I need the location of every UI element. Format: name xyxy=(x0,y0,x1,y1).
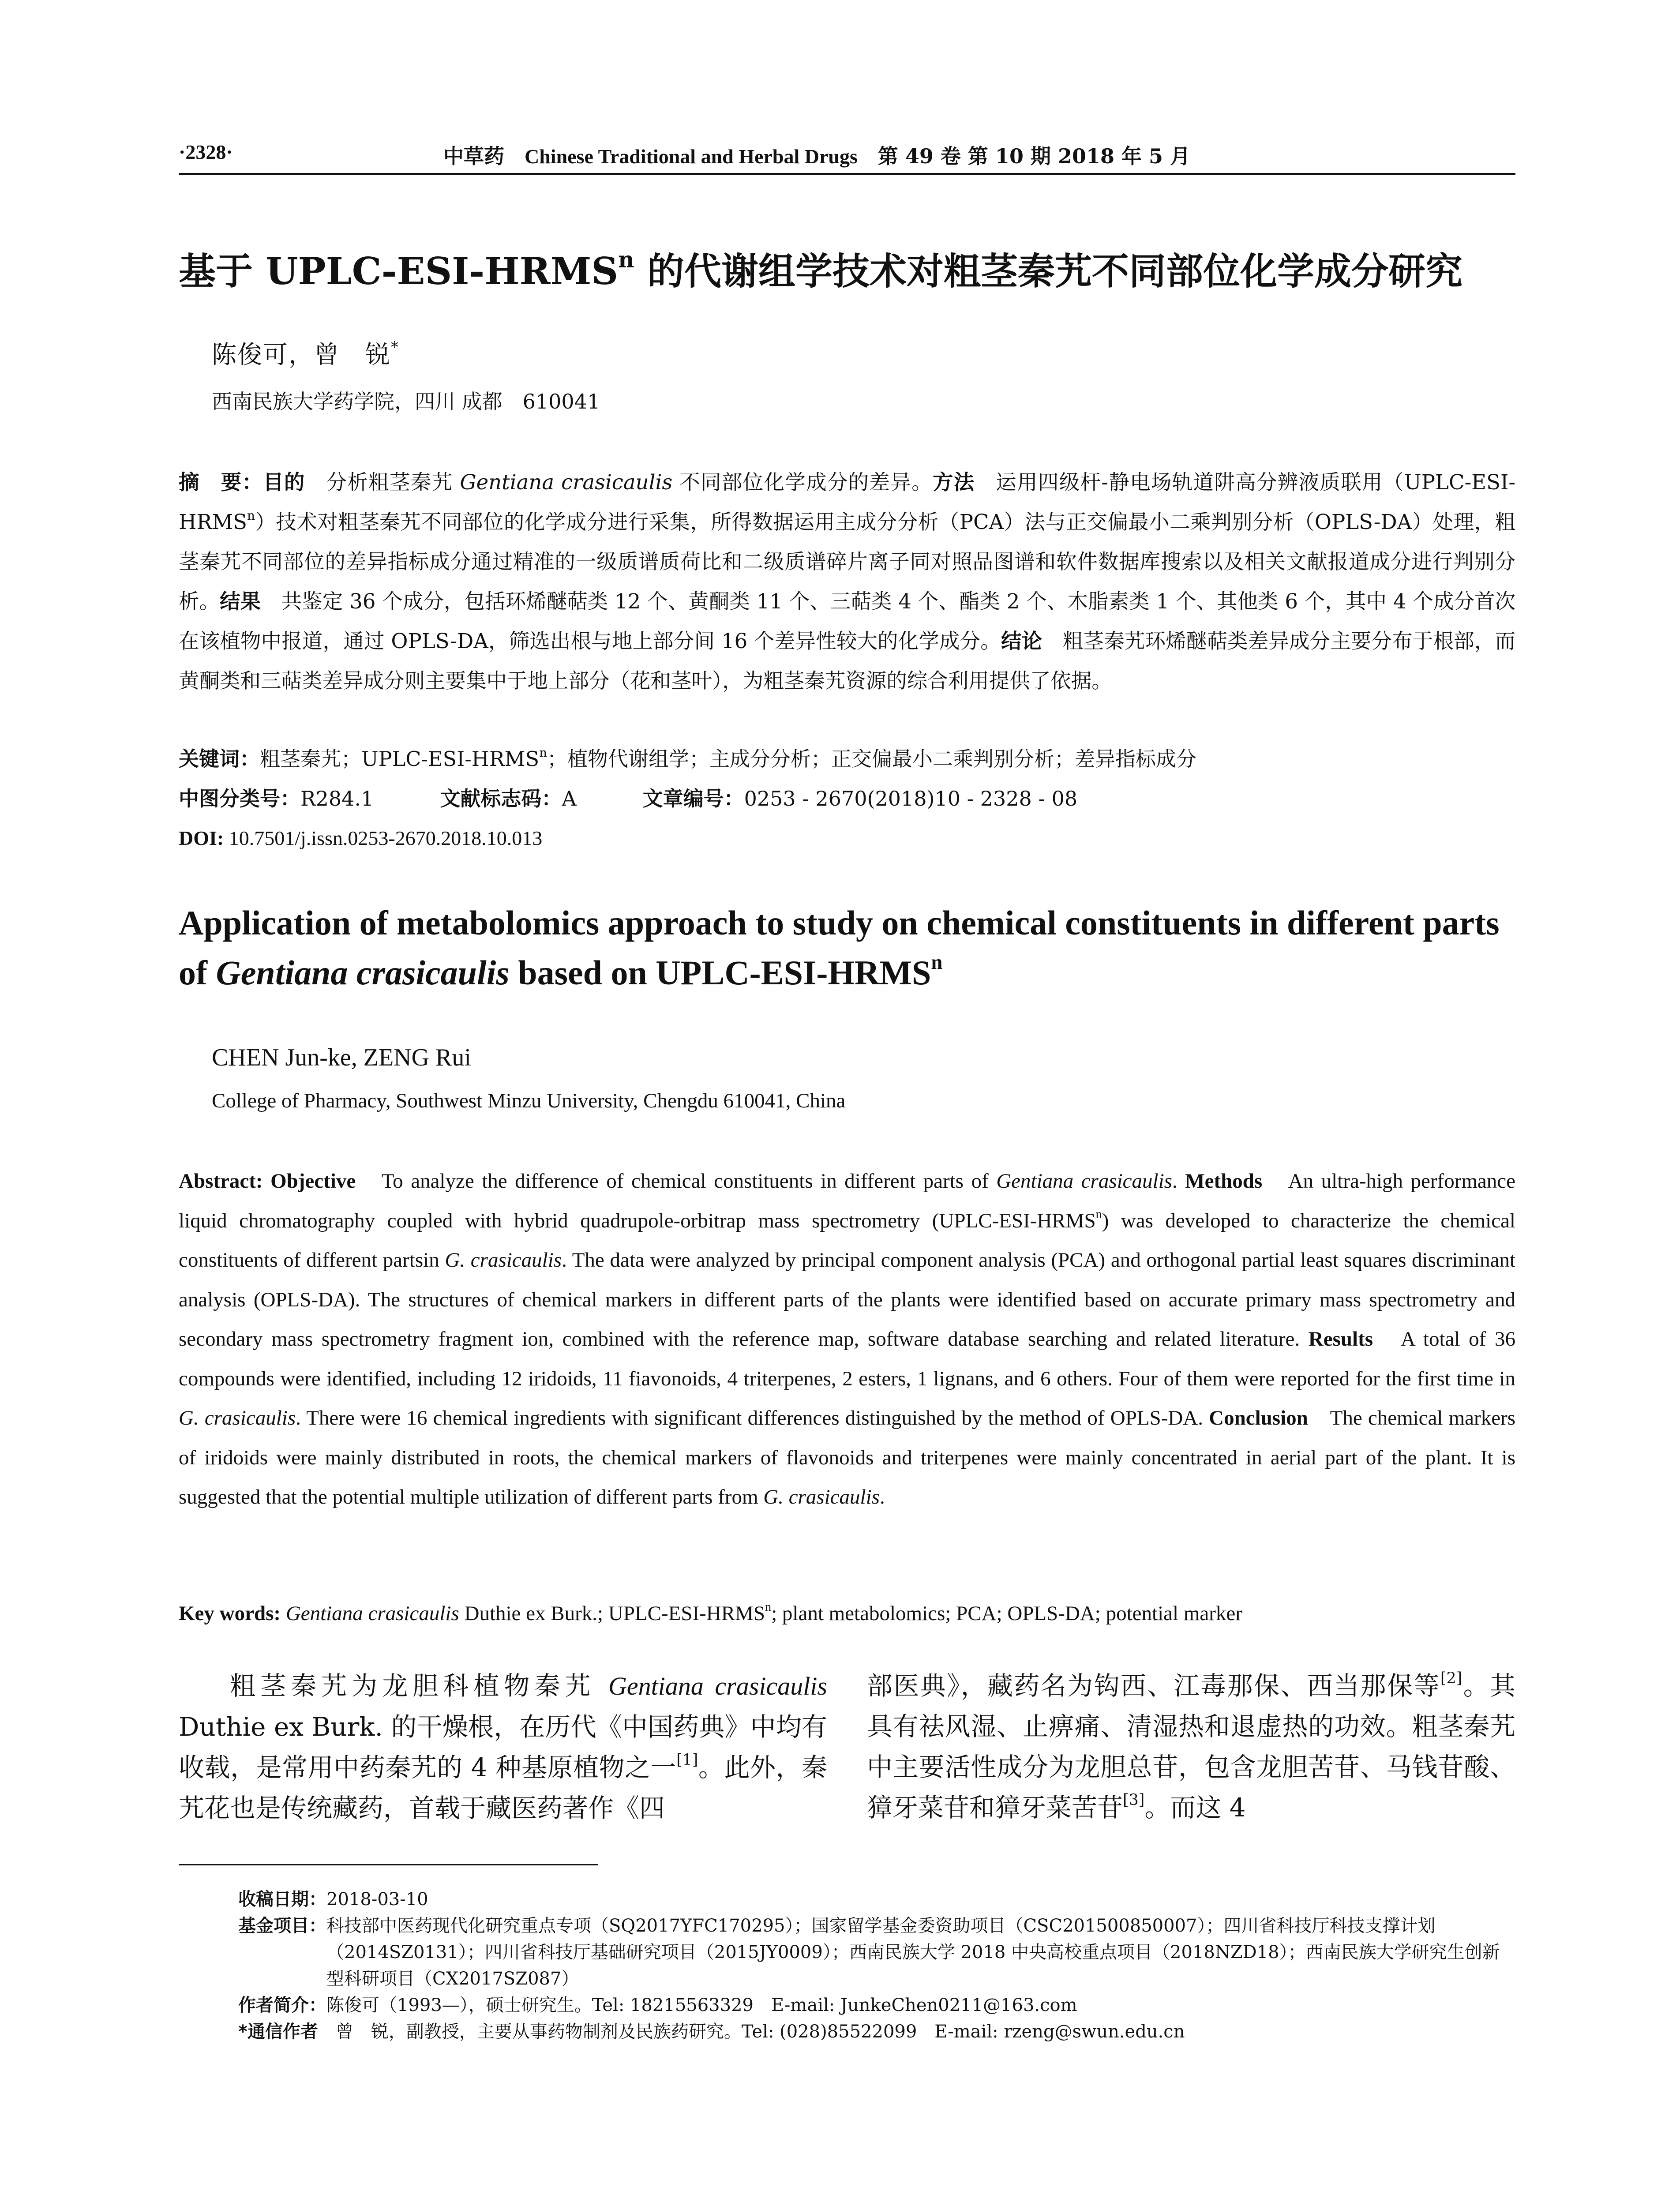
methods-en-label: Methods xyxy=(1185,1170,1263,1193)
body-text: 。其具有祛风湿、止痹痛、清湿热和退虚热的功效。粗茎秦艽中主要活性成分为龙胆总苷，包含龙胆苦苷、马钱苷酸、獐牙菜苷和獐牙菜苦苷 xyxy=(867,1671,1515,1823)
header-rule xyxy=(179,173,1515,175)
methods-en-text-3: . The data were analyzed by principal component analysis (PCA) and orthogonal partial least squares discriminant analysis (OPLS-DA). The structures of chemical markers in different parts of the plants were identified based on accurate primary mass spectrometry and secondary mass spectrometry fragment ion, combined with the reference map, software database searching and related literature. xyxy=(179,1249,1515,1351)
keywords-en xyxy=(179,1600,1515,1627)
citation-ref[interactable]: [2] xyxy=(1440,1669,1462,1687)
title-cn-part-2: 的代谢组学技术对粗茎秦艽不同部位化学成分研究 xyxy=(634,249,1462,293)
methods-cn-sup: n xyxy=(247,508,255,523)
title-en-part-2: based on UPLC-ESI-HRMS xyxy=(509,953,931,992)
body-text: 。此外，秦艽花也是传统藏药，首载于藏医药著作《四 xyxy=(179,1752,827,1823)
classification-line xyxy=(179,785,1515,812)
conclusion-cn-text: 粗茎秦艽环烯醚萜类差异成分主要分布于根部，而黄酮类和三萜类差异成分则主要集中于地上部分（花和茎叶），为粗茎秦艽资源的综合利用提供了依据。 xyxy=(179,629,1516,693)
methods-cn-text-2: ）技术对粗茎秦艽不同部位的化学成分进行采集，所得数据运用主成分分析（PCA）法与正交偏最小二乘判别分析（OPLS-DA）处理，粗茎秦艽不同部位的差异指标成分通过精准的一级质谱质荷比和二级质谱碎片离子同对照品图谱和软件数据库搜索以及相关文献报道成分进行判别分析。 xyxy=(179,510,1515,613)
title-cn-sup: n xyxy=(618,247,634,273)
title-cn xyxy=(179,247,1515,296)
doc-code-value: A xyxy=(562,787,577,810)
corresponding-value: 曾 锐，副教授，主要从事药物制剂及民族药研究。Tel: (028)85522099 E-mail: rzeng@swun.edu.cn xyxy=(318,2022,1185,2042)
abstract-en-label: Abstract: Objective xyxy=(179,1170,356,1193)
keywords-cn-sup: n xyxy=(539,745,547,760)
funding-value: 科技部中医药现代化研究重点专项（SQ2017YFC170295）；国家留学基金委资助项目（CSC201500850007）；四川省科技厅科技支撑计划（2014SZ0131）；四川省科技厅基础研究项目（2015JY0009）；西南民族大学 2018 中央高校重点项目（2018NZD18）；西南民族大学研究生创新型科研项目（CX2017SZ087） xyxy=(326,1916,1500,1989)
results-cn-label: 结果 xyxy=(220,589,261,613)
abstract-cn-label: 摘 要： xyxy=(179,470,263,494)
keywords-en-text: Duthie ex Burk.; UPLC-ESI-HRMS xyxy=(459,1602,765,1625)
authors-cn xyxy=(212,340,399,371)
results-en-text-2: . There were 16 chemical ingredients with significant differences distinguished by the method of OPLS-DA. xyxy=(296,1407,1209,1429)
body-text: 粗茎秦艽为龙胆科植物秦艽 xyxy=(230,1671,609,1701)
issue-info: 第 49 卷 第 10 期 2018 年 5 月 xyxy=(878,144,1191,168)
species-name: G. crasicaulis xyxy=(179,1407,296,1429)
objective-cn-text: 分析粗茎秦艽 xyxy=(305,470,460,494)
methods-en-text: An ultra-high performance liquid chromatography coupled with hybrid quadrupole-orbitrap mass spectrometry (UPLC-ESI-HRMS xyxy=(179,1170,1515,1232)
received-value: 2018-03-10 xyxy=(326,1889,428,1910)
conclusion-cn-label: 结论 xyxy=(1001,629,1042,653)
conclusion-en-label: Conclusion xyxy=(1209,1407,1308,1429)
journal-name-cn: 中草药 xyxy=(443,144,504,168)
keywords-cn-text: 粗茎秦艽；UPLC-ESI-HRMS xyxy=(260,747,540,771)
footnote-funding xyxy=(238,1913,1515,1992)
species-name: Gentiana crasicaulis xyxy=(608,1672,827,1700)
doi-label: DOI: xyxy=(179,827,224,849)
journal-name-en: Chinese Traditional and Herbal Drugs xyxy=(525,145,858,168)
affiliation-en: College of Pharmacy, Southwest Minzu University, Chengdu 610041, China xyxy=(212,1089,846,1112)
body-column-right xyxy=(867,1666,1515,1828)
objective-en-text-2: . xyxy=(1172,1170,1185,1193)
footnotes xyxy=(238,1886,1515,2045)
authors-cn-names: 陈俊可，曾 锐 xyxy=(212,341,391,369)
abstract-en xyxy=(179,1162,1515,1517)
received-label: 收稿日期： xyxy=(238,1889,326,1910)
species-name: G. crasicaulis xyxy=(763,1486,880,1508)
body-text: 。而这 4 xyxy=(1144,1793,1246,1823)
body-text: 部医典》，藏药名为钩西、江毒那保、西当那保等 xyxy=(867,1671,1440,1701)
species-name: Gentiana crasicaulis xyxy=(460,470,673,494)
keywords-en-text-2: ; plant metabolomics; PCA; OPLS-DA; potential marker xyxy=(771,1602,1242,1625)
body-column-left xyxy=(179,1666,827,1828)
methods-en-sup: n xyxy=(1095,1207,1102,1221)
footnote-author xyxy=(238,1992,1515,2018)
doc-code-label: 文献标志码： xyxy=(440,787,562,810)
author-bio-label: 作者简介： xyxy=(238,1995,326,2015)
page-number: ·2328· xyxy=(179,141,233,163)
running-header xyxy=(179,140,1501,168)
methods-en-text-2: ) was developed to characterize the chemical constituents of different partsin xyxy=(179,1209,1515,1272)
keywords-cn-label: 关键词： xyxy=(179,747,260,771)
authors-en: CHEN Jun-ke, ZENG Rui xyxy=(212,1044,471,1071)
keywords-cn xyxy=(179,746,1515,772)
article-id-value: 0253 - 2670(2018)10 - 2328 - 08 xyxy=(744,787,1078,810)
results-en-label: Results xyxy=(1308,1328,1373,1351)
journal-line xyxy=(443,140,1190,169)
keywords-en-label: Key words: xyxy=(179,1602,281,1625)
title-en xyxy=(179,898,1515,998)
keywords-en-sup: n xyxy=(765,1600,772,1614)
methods-cn-label: 方法 xyxy=(932,470,975,494)
methods-cn-text: 运用四级杆-静电场轨道阱高分辨液质联用（UPLC-ESI-HRMS xyxy=(179,470,1516,534)
title-en-part-1: Application of metabolomics approach to study on chemical constituents in different parts of xyxy=(179,904,1500,992)
body-text: Duthie ex Burk. 的干燥根，在历代《中国药典》中均有收载，是常用中药秦艽的 4 种基原植物之一 xyxy=(179,1712,827,1782)
keywords-cn-text-2: ；植物代谢组学；主成分分析；正交偏最小二乘判别分析；差异指标成分 xyxy=(547,747,1196,771)
footnote-corresponding xyxy=(238,2018,1515,2045)
results-cn-text: 共鉴定 36 个成分，包括环烯醚萜类 12 个、黄酮类 11 个、三萜类 4 个、酯类 2 个、木脂素类 1 个、其他类 6 个，其中 4 个成分首次在该植物中报道，通过 OPLS-DA，筛选出根与地上部分间 16 个差异性较大的化学成分。 xyxy=(179,589,1515,653)
title-en-sup: n xyxy=(931,950,943,974)
conclusion-en-text: The chemical markers of iridoids were mainly distributed in roots, the chemical markers of flavonoids and triterpenes were mainly concentrated in aerial part of the plant. It is suggested that the potential multiple utilization of different parts from xyxy=(179,1407,1515,1508)
doi-value: 10.7501/j.issn.0253-2670.2018.10.013 xyxy=(224,827,543,849)
objective-cn-label: 目的 xyxy=(263,470,305,494)
species-name: G. crasicaulis xyxy=(445,1249,562,1272)
funding-label: 基金项目： xyxy=(238,1916,326,1936)
abstract-cn xyxy=(179,462,1515,701)
objective-cn-text-2: 不同部位化学成分的差异。 xyxy=(672,470,933,494)
species-name: Gentiana crasicaulis xyxy=(285,1602,459,1625)
author-bio-value: 陈俊可（1993—），硕士研究生。Tel: 18215563329 E-mail: JunkeChen0211@163.com xyxy=(326,1995,1077,2015)
footnote-rule xyxy=(179,1864,598,1865)
species-name: Gentiana crasicaulis xyxy=(996,1170,1172,1193)
objective-en-text: To analyze the difference of chemical constituents in different parts of xyxy=(356,1170,997,1193)
title-en-species: Gentiana crasicaulis xyxy=(216,953,510,992)
citation-ref[interactable]: [3] xyxy=(1123,1791,1145,1809)
doi-line xyxy=(179,825,1515,852)
corresponding-mark: * xyxy=(391,338,399,356)
clc-label: 中图分类号： xyxy=(179,787,300,810)
title-cn-part-1: 基于 UPLC-ESI-HRMS xyxy=(179,249,619,293)
results-en-text: A total of 36 compounds were identified, including 12 iridoids, 11 fiavonoids, 4 triterpenes, 2 esters, 1 lignans, and 6 others. Four of them were reported for the first time in xyxy=(179,1328,1515,1390)
footnote-received xyxy=(238,1886,1515,1913)
corresponding-label: *通信作者 xyxy=(238,2022,318,2042)
article-id-label: 文章编号： xyxy=(642,787,744,810)
conclusion-en-text-2: . xyxy=(879,1486,885,1508)
citation-ref[interactable]: [1] xyxy=(676,1751,698,1769)
affiliation-cn: 西南民族大学药学院，四川 成都 610041 xyxy=(212,390,600,413)
clc-value: R284.1 xyxy=(300,787,374,810)
